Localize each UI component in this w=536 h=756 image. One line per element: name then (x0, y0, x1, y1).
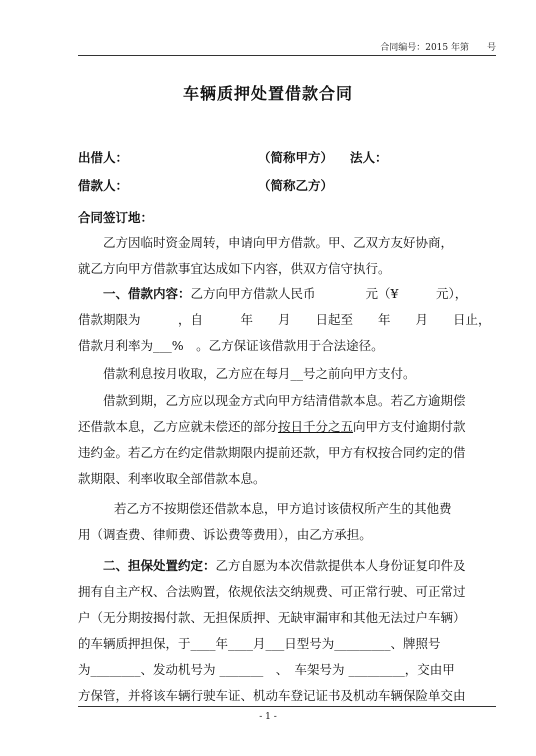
guarantee-line-6: 方保管，并将该车辆行驶车证、机动车登记证书及机动车辆保险单交由 (78, 688, 466, 703)
guarantee-heading: 二、担保处置约定： (103, 558, 216, 573)
due-line-2-a: 还借款本息，乙方应就未偿还的部分 (78, 419, 279, 434)
loan-line-1-text: 乙方向甲方借款人民币 元（¥ 元）， (190, 286, 468, 301)
lender-label: 出借人： (78, 150, 129, 165)
contract-number: 合同编号：2015 年第 号 (380, 43, 496, 53)
due-line-2 (78, 417, 466, 435)
guarantee-line-2: 拥有自主产权、合法购置，依规依法交纳规费、可正常行驶、可正常过 (78, 584, 466, 599)
interest-line: 借款利息按月收取，乙方应在每月__号之前向甲方支付。 (103, 366, 416, 381)
borrower-abbr: （简称乙方） (258, 178, 334, 193)
due-line-2-b: 向甲方支付逾期付款 (353, 419, 466, 434)
due-line-3: 违约金。若乙方在约定借款期限内提前还款，甲方有权按合同约定的借 (78, 445, 466, 460)
loan-line-2: 借款期限为 ，自 年 月 日起至 年 月 日止， (78, 312, 491, 327)
loan-heading: 一、借款内容： (103, 286, 191, 301)
document-title: 车辆质押处置借款合同 (182, 84, 353, 103)
borrower-label: 借款人： (78, 178, 129, 193)
header-divider (78, 55, 496, 56)
loan-line-1 (103, 284, 467, 302)
fees-line-1: 若乙方不按期偿还借款本息，甲方追讨该债权所产生的其他费 (114, 501, 452, 516)
penalty-rate: 按日千分之五 (278, 419, 354, 434)
guarantee-line-3: 户（无分期按揭付款、无担保质押、无缺审漏审和其他无法过户车辆） (78, 610, 466, 625)
intro-line-2: 就乙方向甲方借款事宜达成如下内容，供双方信守执行。 (78, 261, 391, 276)
due-line-4: 款期限、利率收取全部借款本息。 (78, 471, 266, 486)
legal-rep-label: 法人： (350, 150, 388, 165)
guarantee-line-1 (103, 556, 466, 574)
guarantee-line-1-text: 乙方自愿为本次借款提供本人身份证复印件及 (215, 558, 466, 573)
due-line-1: 借款到期，乙方应以现金方式向甲方结清借款本息。若乙方逾期偿 (103, 393, 466, 408)
loan-line-3: 借款月利率为___% 。乙方保证该借款用于合法途径。 (78, 338, 384, 353)
footer-divider (78, 706, 496, 707)
guarantee-line-5: 为________、发动机号为 _______ 、 车架号为 _________，交由甲 (78, 662, 455, 677)
guarantee-line-4: 的车辆质押担保，于____年____月___日型号为_________、牌照号 (78, 636, 441, 651)
fees-line-2: 用（调查费、律师费、诉讼费等费用），由乙方承担。 (78, 527, 372, 542)
lender-abbr: （简称甲方） (258, 150, 334, 165)
signing-place-label: 合同签订地： (78, 210, 154, 225)
page-number: - 1 - (259, 712, 277, 722)
intro-line-1: 乙方因临时资金周转，申请向甲方借款。甲、乙双方友好协商， (103, 235, 454, 250)
